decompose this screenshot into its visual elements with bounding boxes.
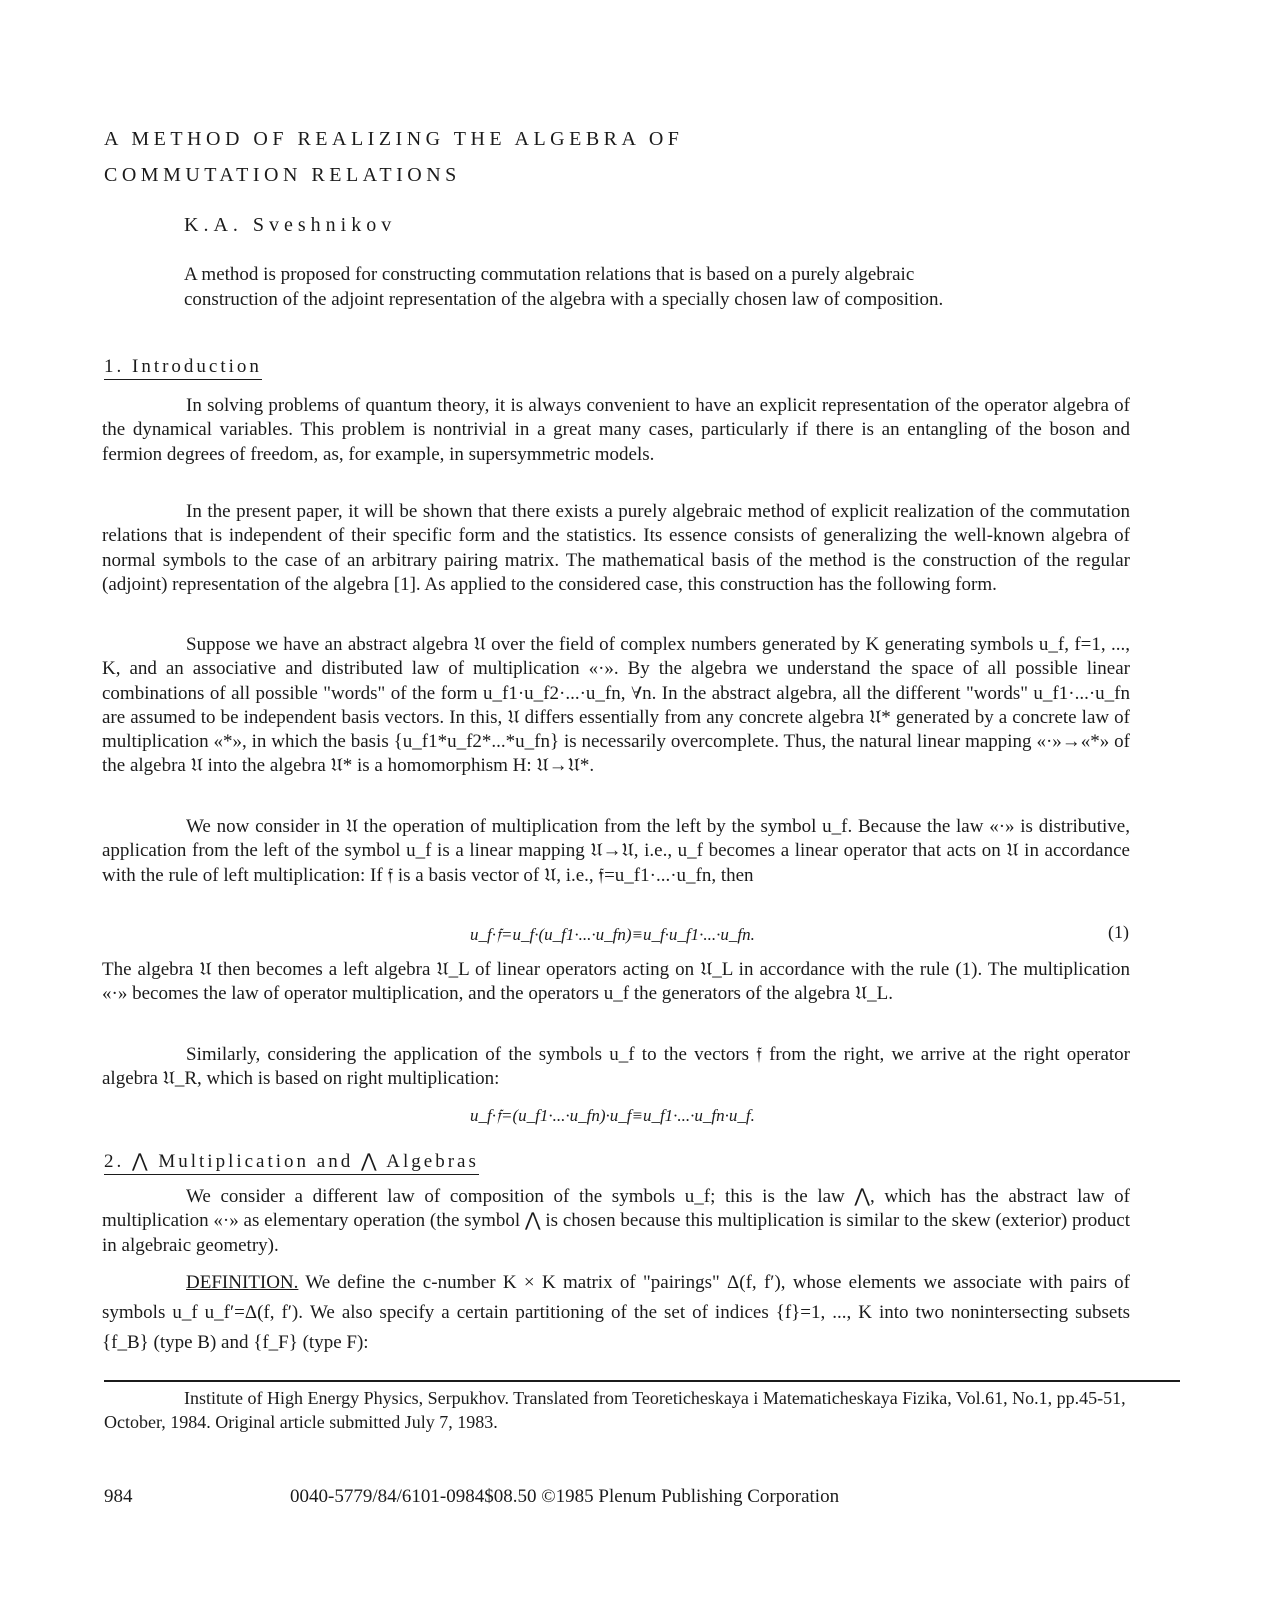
- abstract: A method is proposed for constructing commutation relations that is based on a purely algebraic construction of the adjoint representation of the algebra with a specially chosen law of composition.: [184, 264, 944, 310]
- section-2-definition: [102, 1268, 1130, 1358]
- definition-label: DEFINITION.: [186, 1272, 299, 1293]
- paragraph-text: We consider a different law of composition of the symbols u_f; this is the law ⋀, which has the abstract law of multiplication «·» as elementary operation (the symbol ⋀ is chosen because this multiplication is similar to the skew (exterior) product in algebraic geometry).: [102, 1186, 1130, 1256]
- section-2-heading: 2. ⋀ Multiplication and ⋀ Algebras: [104, 1150, 479, 1175]
- footnote-divider: [104, 1380, 1180, 1382]
- paragraph-text: We define the c-number K × K matrix of "pairings" Δ(f, f′), whose elements we associate with pairs of symbols u_f u_f′=Δ(f, f′). We also specify a certain partitioning of the set of indices {f}=1, ..., K into two nonintersecting subsets {f_B} (type B) and {f_F} (type F):: [102, 1272, 1130, 1353]
- paragraph-text: The algebra 𝔘 then becomes a left algebra 𝔘_L of linear operators acting on 𝔘_L in accordance with the rule (1). The multiplication «·» becomes the law of operator multiplication, and the operators u_f the generators of the algebra 𝔘_L.: [102, 959, 1130, 1005]
- equation-1: u_f·𝔣=u_f·(u_f1·...·u_fn)≡u_f·u_f1·...·u_fn.: [470, 925, 755, 944]
- section-1-paragraph-2: [102, 500, 1130, 597]
- section-1-paragraph-6: [102, 1043, 1130, 1092]
- paragraph-text: Suppose we have an abstract algebra 𝔘 over the field of complex numbers generated by K generating symbols u_f, f=1, ..., K, and an associative and distributed law of multiplication «·». By the algebra we understand the space of all possible linear combinations of all possible "words" of the form u_f1·u_f2·...·u_fn, ∀n. In the abstract algebra, all the different "words" u_f1·...·u_fn are assumed to be independent basis vectors. In this, 𝔘 differs essentially from any concrete algebra 𝔘* generated by a concrete law of multiplication «*», in which the basis {u_f1*u_f2*...*u_fn} is necessarily overcomplete. Thus, the natural linear mapping «·»→«*» of the algebra 𝔘 into the algebra 𝔘* is a homomorphism H: 𝔘→𝔘*.: [102, 634, 1130, 777]
- title-line-2: COMMUTATION RELATIONS: [104, 164, 461, 186]
- page-number: 984: [104, 1486, 133, 1507]
- equation-2: u_f·𝔣=(u_f1·...·u_fn)·u_f≡u_f1·...·u_fn·u_f.: [470, 1106, 755, 1125]
- section-1-paragraph-5: [102, 958, 1130, 1007]
- section-1-paragraph-3: [102, 633, 1130, 779]
- copyright-line: 0040-5779/84/6101-0984$08.50 ©1985 Plenum Publishing Corporation: [290, 1486, 840, 1507]
- title-line-1: A METHOD OF REALIZING THE ALGEBRA OF: [104, 128, 684, 150]
- equation-1-number: (1): [1108, 922, 1129, 942]
- section-1-heading: 1. Introduction: [104, 356, 262, 380]
- paragraph-text: In solving problems of quantum theory, it is always convenient to have an explicit representation of the operator algebra of the dynamical variables. This problem is nontrivial in a great many cases, particularly if there is an entangling of the boson and fermion degrees of freedom, as, for example, in supersymmetric models.: [102, 395, 1130, 465]
- paragraph-text: We now consider in 𝔘 the operation of multiplication from the left by the symbol u_f. Because the law «·» is distributive, application from the left of the symbol u_f is a linear mapping 𝔘→𝔘, i.e., u_f becomes a linear operator that acts on 𝔘 in accordance with the rule of left multiplication: If 𝔣 is a basis vector of 𝔘, i.e., 𝔣=u_f1·...·u_fn, then: [102, 816, 1130, 886]
- paragraph-text: Similarly, considering the application of the symbols u_f to the vectors 𝔣 from the right, we arrive at the right operator algebra 𝔘_R, which is based on right multiplication:: [102, 1044, 1130, 1090]
- footnote: Institute of High Energy Physics, Serpukhov. Translated from Teoreticheskaya i Matematicheskaya Fizika, Vol.61, No.1, pp.45-51, October, 1984. Original article submitted July 7, 1983.: [104, 1388, 1126, 1432]
- paragraph-text: In the present paper, it will be shown that there exists a purely algebraic method of explicit realization of the commutation relations that is independent of their specific form and the statistics. Its essence consists of generalizing the well-known algebra of normal symbols to the case of an arbitrary pairing matrix. The mathematical basis of the method is the construction of the regular (adjoint) representation of the algebra [1]. As applied to the considered case, this construction has the following form.: [102, 501, 1130, 595]
- section-2-paragraph-1: [102, 1185, 1130, 1258]
- author: K.A. Sveshnikov: [184, 214, 397, 236]
- section-1-paragraph-4: [102, 815, 1130, 888]
- section-1-paragraph-1: [102, 394, 1130, 467]
